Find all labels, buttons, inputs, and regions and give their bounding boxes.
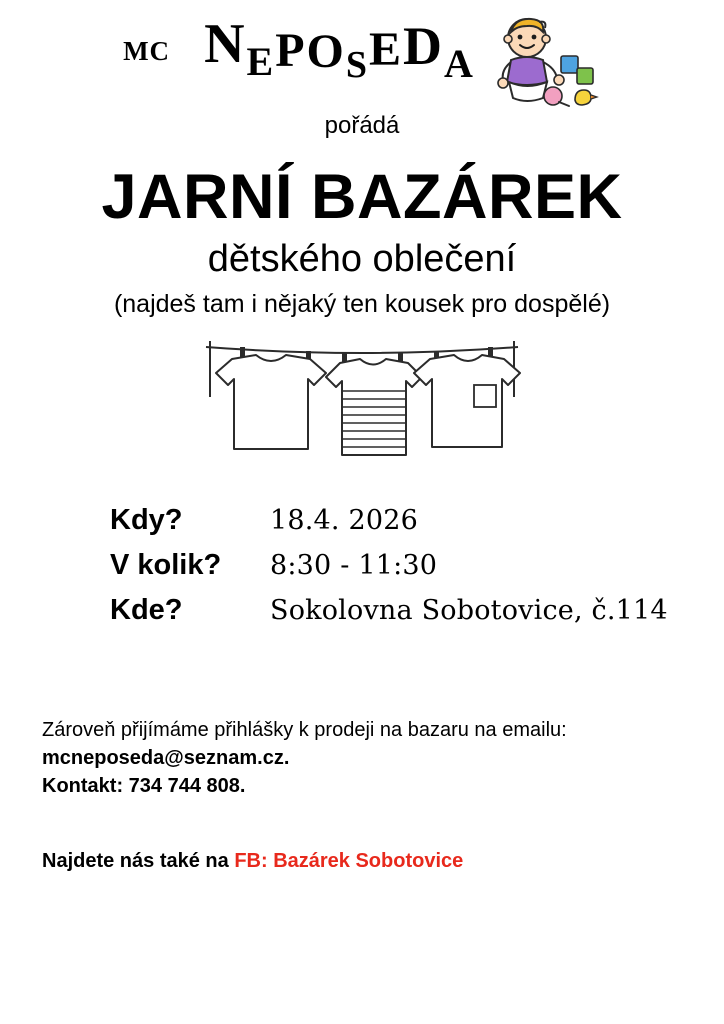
detail-value-time: 8:30 - 11:30: [270, 550, 438, 582]
detail-row: [110, 549, 724, 582]
detail-row: [110, 504, 724, 537]
detail-label-where: Kde?: [110, 594, 183, 627]
logo-letter: O: [306, 25, 346, 78]
event-details: [0, 504, 724, 627]
detail-row: [110, 594, 724, 627]
detail-value-date: 18.4. 2026: [270, 505, 418, 537]
logo-wordmark: [204, 13, 475, 86]
facebook-prefix: Najdete nás také na: [42, 850, 235, 873]
page-title: JARNÍ BAZÁREK: [101, 162, 623, 232]
logo-letter: E: [246, 39, 276, 84]
page-note: (najdeš tam i nějaký ten kousek pro dospělé): [113, 290, 611, 319]
logo-letter: A: [444, 41, 475, 86]
footer-info: [0, 719, 724, 873]
logo-letter: E: [369, 23, 404, 76]
logo-letter: N: [204, 13, 247, 75]
logo-letter: P: [275, 24, 307, 77]
detail-label-when: Kdy?: [110, 504, 183, 537]
contact-phone[interactable]: Kontakt: 734 744 808.: [42, 775, 246, 798]
logo-prefix: MC: [123, 36, 171, 66]
baby-with-toys-icon: [481, 16, 601, 108]
logo-header: [0, 0, 724, 96]
facebook-line: [42, 850, 724, 873]
logo-letter: S: [345, 44, 370, 86]
signup-text: Zároveň přijímáme přihlášky k prodeji na bazaru na emailu:: [42, 719, 567, 742]
logo-letter: D: [403, 16, 445, 76]
page-subtitle: dětského oblečení: [207, 238, 517, 281]
detail-label-time: V kolik?: [110, 549, 222, 582]
clothesline-with-tshirts-icon: [202, 333, 522, 468]
facebook-link[interactable]: FB: Bazárek Sobotovice: [234, 850, 464, 873]
intro-text: pořádá: [324, 112, 400, 139]
email-address[interactable]: mcneposeda@seznam.cz.: [42, 747, 290, 770]
clothesline-illustration: [0, 333, 724, 468]
detail-value-place: Sokolovna Sobotovice, č.114: [270, 595, 668, 627]
